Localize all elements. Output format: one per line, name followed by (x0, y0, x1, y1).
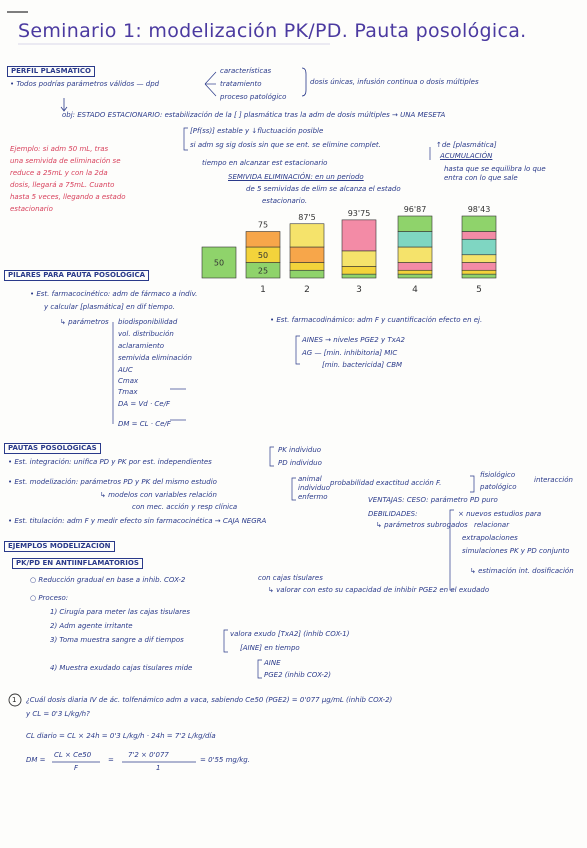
x-tick-label: 2 (304, 285, 310, 295)
text-line: 1) Cirugía para meter las cajas tisulares (50, 608, 191, 616)
example-line: reduce a 25mL y con la 2da (10, 169, 108, 177)
text-line: interacción (534, 476, 573, 484)
text-line: ↳ parámetros subrogados (376, 521, 468, 529)
param-item: aclaramiento (118, 342, 165, 350)
x-tick-label: 4 (412, 285, 418, 295)
param-item: semivida eliminación (118, 354, 192, 362)
text-line: × nuevos estudios para (458, 510, 542, 518)
bar-segment-label: 50 (213, 258, 225, 268)
text-line: ↑de [plasmática] (436, 141, 497, 149)
text-line: con mec. acción y resp clínica (132, 503, 238, 511)
example-line: estacionario (10, 205, 53, 213)
bar-segment (398, 216, 432, 232)
x-tick-label: 5 (476, 285, 482, 295)
calc-line: CL diario = CL × 24h = 0'3 L/kg/h · 24h = 7'2 L/kg/día (26, 732, 216, 740)
text-line: 3) Toma muestra sangre a dif tiempos (50, 636, 184, 644)
text-line: PGE2 (inhib COX-2) (264, 671, 331, 679)
text-line: obj: ESTADO ESTACIONARIO: estabilización de la [ ] plasmática tras la adm de dosis múltiples → UNA MESETA (62, 111, 446, 119)
text-line: de 5 semividas de elim se alcanza el estado (246, 185, 401, 193)
text-line: enfermo (298, 493, 328, 501)
text-line: • Est. farmacocinético: adm de fármaco a indiv. (30, 290, 198, 298)
text-line: SEMIVIDA ELIMINACIÓN: en un periodo (228, 173, 364, 181)
x-tick-label: 3 (356, 285, 362, 295)
text-line: • Est. integración: unifica PD y PK por est. independientes (8, 458, 212, 466)
text-line: ↳ estimación int. dosificación (470, 567, 574, 575)
bar-segment (342, 274, 376, 278)
bar-total-label: 93'75 (347, 208, 371, 218)
example-line: hasta 5 veces, llegando a estado (10, 193, 126, 201)
text-line: 4) Muestra exudado cajas tisulares mide (50, 664, 193, 672)
bar-segment (398, 270, 432, 274)
bar-segment-label: 25 (257, 266, 269, 276)
text-line: tiempo en alcanzar est estacionario (202, 159, 328, 167)
option-tratamiento: tratamiento (220, 80, 262, 88)
bar-segment (398, 274, 432, 278)
calc-num: CL × Ce50 (54, 751, 92, 759)
text-line: individuo (298, 484, 331, 492)
text-line: • Est. farmacodinámico: adm F y cuantificación efecto en ej. (270, 316, 483, 324)
x-tick-label: 1 (260, 285, 266, 295)
formula-da: DA = Vd · Ce/F (118, 400, 170, 408)
bar-segment (462, 216, 496, 232)
text-line: simulaciones PK y PD conjunto (462, 547, 570, 555)
text-line: extrapolaciones (462, 534, 518, 542)
section-header-ejemplos: EJEMPLOS MODELIZACIÓN (4, 541, 115, 552)
param-item: vol. distribución (118, 330, 174, 338)
text-line: valora exudo [TxA2] (inhib COX-1) (230, 630, 350, 638)
question-number: 1 (12, 696, 17, 704)
bar-segment (342, 266, 376, 274)
calc-dm: DM = (26, 756, 46, 764)
bar-segment (462, 239, 496, 255)
bar-segment (290, 247, 324, 263)
text-line: 2) Adm agente irritante (50, 622, 133, 630)
section-header-pilares: PILARES PARA PAUTA POSOLÓGICA (4, 270, 149, 281)
text-line: AG — [min. inhibitoria] MIC (302, 349, 398, 357)
text-line: ↳ parámetros (60, 318, 109, 326)
calc-result: = 0'55 mg/kg. (200, 756, 250, 764)
bar-segment-label: 50 (257, 250, 269, 260)
text-line: relacionar (474, 521, 510, 529)
text-line: [Pf(ss)] estable y ↓fluctuación posible (190, 127, 324, 135)
bar-segment (462, 274, 496, 278)
text-line: • Est. titulación: adm F y medir efecto sin farmacocinética → CAJA NEGRA (8, 517, 267, 525)
text-line: ↳ modelos con variables relación (100, 491, 217, 499)
text-line: hasta que se equilibra lo que entra con lo que sale (444, 165, 546, 182)
text-line: estacionario. (262, 197, 308, 205)
bar-total-label: 96'87 (403, 205, 427, 214)
example-line: dosis, llegará a 75mL. Cuanto (10, 181, 115, 189)
text-line: PD individuo (278, 459, 322, 467)
page-title: Seminario 1: modelización PK/PD. Pauta posológica. (18, 20, 527, 42)
text-line: y calcular [plasmática] en dif tiempo. (44, 303, 175, 311)
bar-segment (290, 224, 324, 247)
section-header-perfil-plasmatico: PERFIL PLASMÁTICO (7, 66, 95, 77)
text-line: DEBILIDADES: (368, 510, 418, 518)
text-line: PK individuo (278, 446, 322, 454)
text-line: ACUMULACIÓN (440, 152, 493, 160)
text-line: [AINE] en tiempo (240, 644, 300, 652)
subsection-header: PK/PD EN ANTIINFLAMATORIOS (12, 558, 143, 569)
text-line: animal (298, 475, 322, 483)
option-proceso-patologico: proceso patológico (220, 93, 287, 101)
bar-segment (398, 247, 432, 263)
text-line: con cajas tisulares (258, 574, 323, 582)
text-line: AINE (264, 659, 281, 667)
calc-eq: = (108, 756, 114, 764)
bar-segment (462, 255, 496, 263)
param-item: Cmax (118, 377, 139, 385)
bar-segment (246, 232, 280, 248)
text-line: [min. bactericida] CBM (322, 361, 403, 369)
bar-segment (290, 263, 324, 271)
calc-num: 7'2 × 0'077 (128, 751, 169, 759)
text-line: dosis únicas, infusión continua o dosis múltiples (310, 78, 479, 86)
formula-dm: DM = CL · Ce/F (118, 420, 171, 428)
bar-total-label: 87'5 (298, 212, 316, 222)
text-line: • Est. modelización: parámetros PD y PK del mismo estudio (8, 478, 217, 486)
bar-segment (342, 220, 376, 251)
text-line: si adm sg sig dosis sin que se ent. se elimine complet. (190, 141, 381, 149)
param-item: Tmax (118, 388, 138, 396)
bar-segment (398, 232, 432, 248)
text-line: AINES → niveles PGE2 y TxA2 (302, 336, 406, 344)
option-caracteristicas: características (220, 67, 272, 75)
text-line: patológico (480, 483, 517, 491)
bar-segment (462, 263, 496, 271)
param-item: AUC (118, 366, 133, 374)
text-line: ○ Reducción gradual en base a inhib. COX-2 (30, 576, 186, 584)
example-line: Ejemplo: si adm 50 mL, tras (10, 145, 109, 153)
question-text: y CL = 0'3 L/kg/h? (26, 710, 90, 718)
question-text: ¿Cuál dosis diaria IV de ác. tolfenámico adm a vaca, sabiendo Ce50 (PGE2) = 0'077 µg/mL (inhib COX-2) (26, 696, 393, 704)
text-line: ○ Proceso: (30, 594, 69, 602)
bar-segment (290, 270, 324, 278)
text-line: probabilidad exactitud acción F. (330, 479, 442, 487)
param-item: biodisponibilidad (118, 318, 178, 326)
bar-total-label: 98'43 (467, 205, 491, 214)
text-line: fisiológico (480, 471, 516, 479)
bar-segment (462, 270, 496, 274)
text-line: • Todos podrías parámetros válidos — dpd (10, 80, 160, 88)
text-line: ↳ valorar con esto su capacidad de inhibir PGE2 en el exudado (268, 586, 490, 594)
bar-segment (398, 263, 432, 271)
calc-den: F (74, 764, 79, 772)
example-line: una semivida de eliminación se (10, 157, 121, 165)
bar-segment (462, 232, 496, 240)
text-line: VENTAJAS: CESO: parámetro PD puro (368, 496, 498, 504)
bar-segment (342, 251, 376, 267)
section-header-pautas: PAUTAS POSOLÓGICAS (4, 443, 101, 454)
calc-den: 1 (156, 764, 161, 772)
bar-total-label: 75 (257, 220, 269, 230)
